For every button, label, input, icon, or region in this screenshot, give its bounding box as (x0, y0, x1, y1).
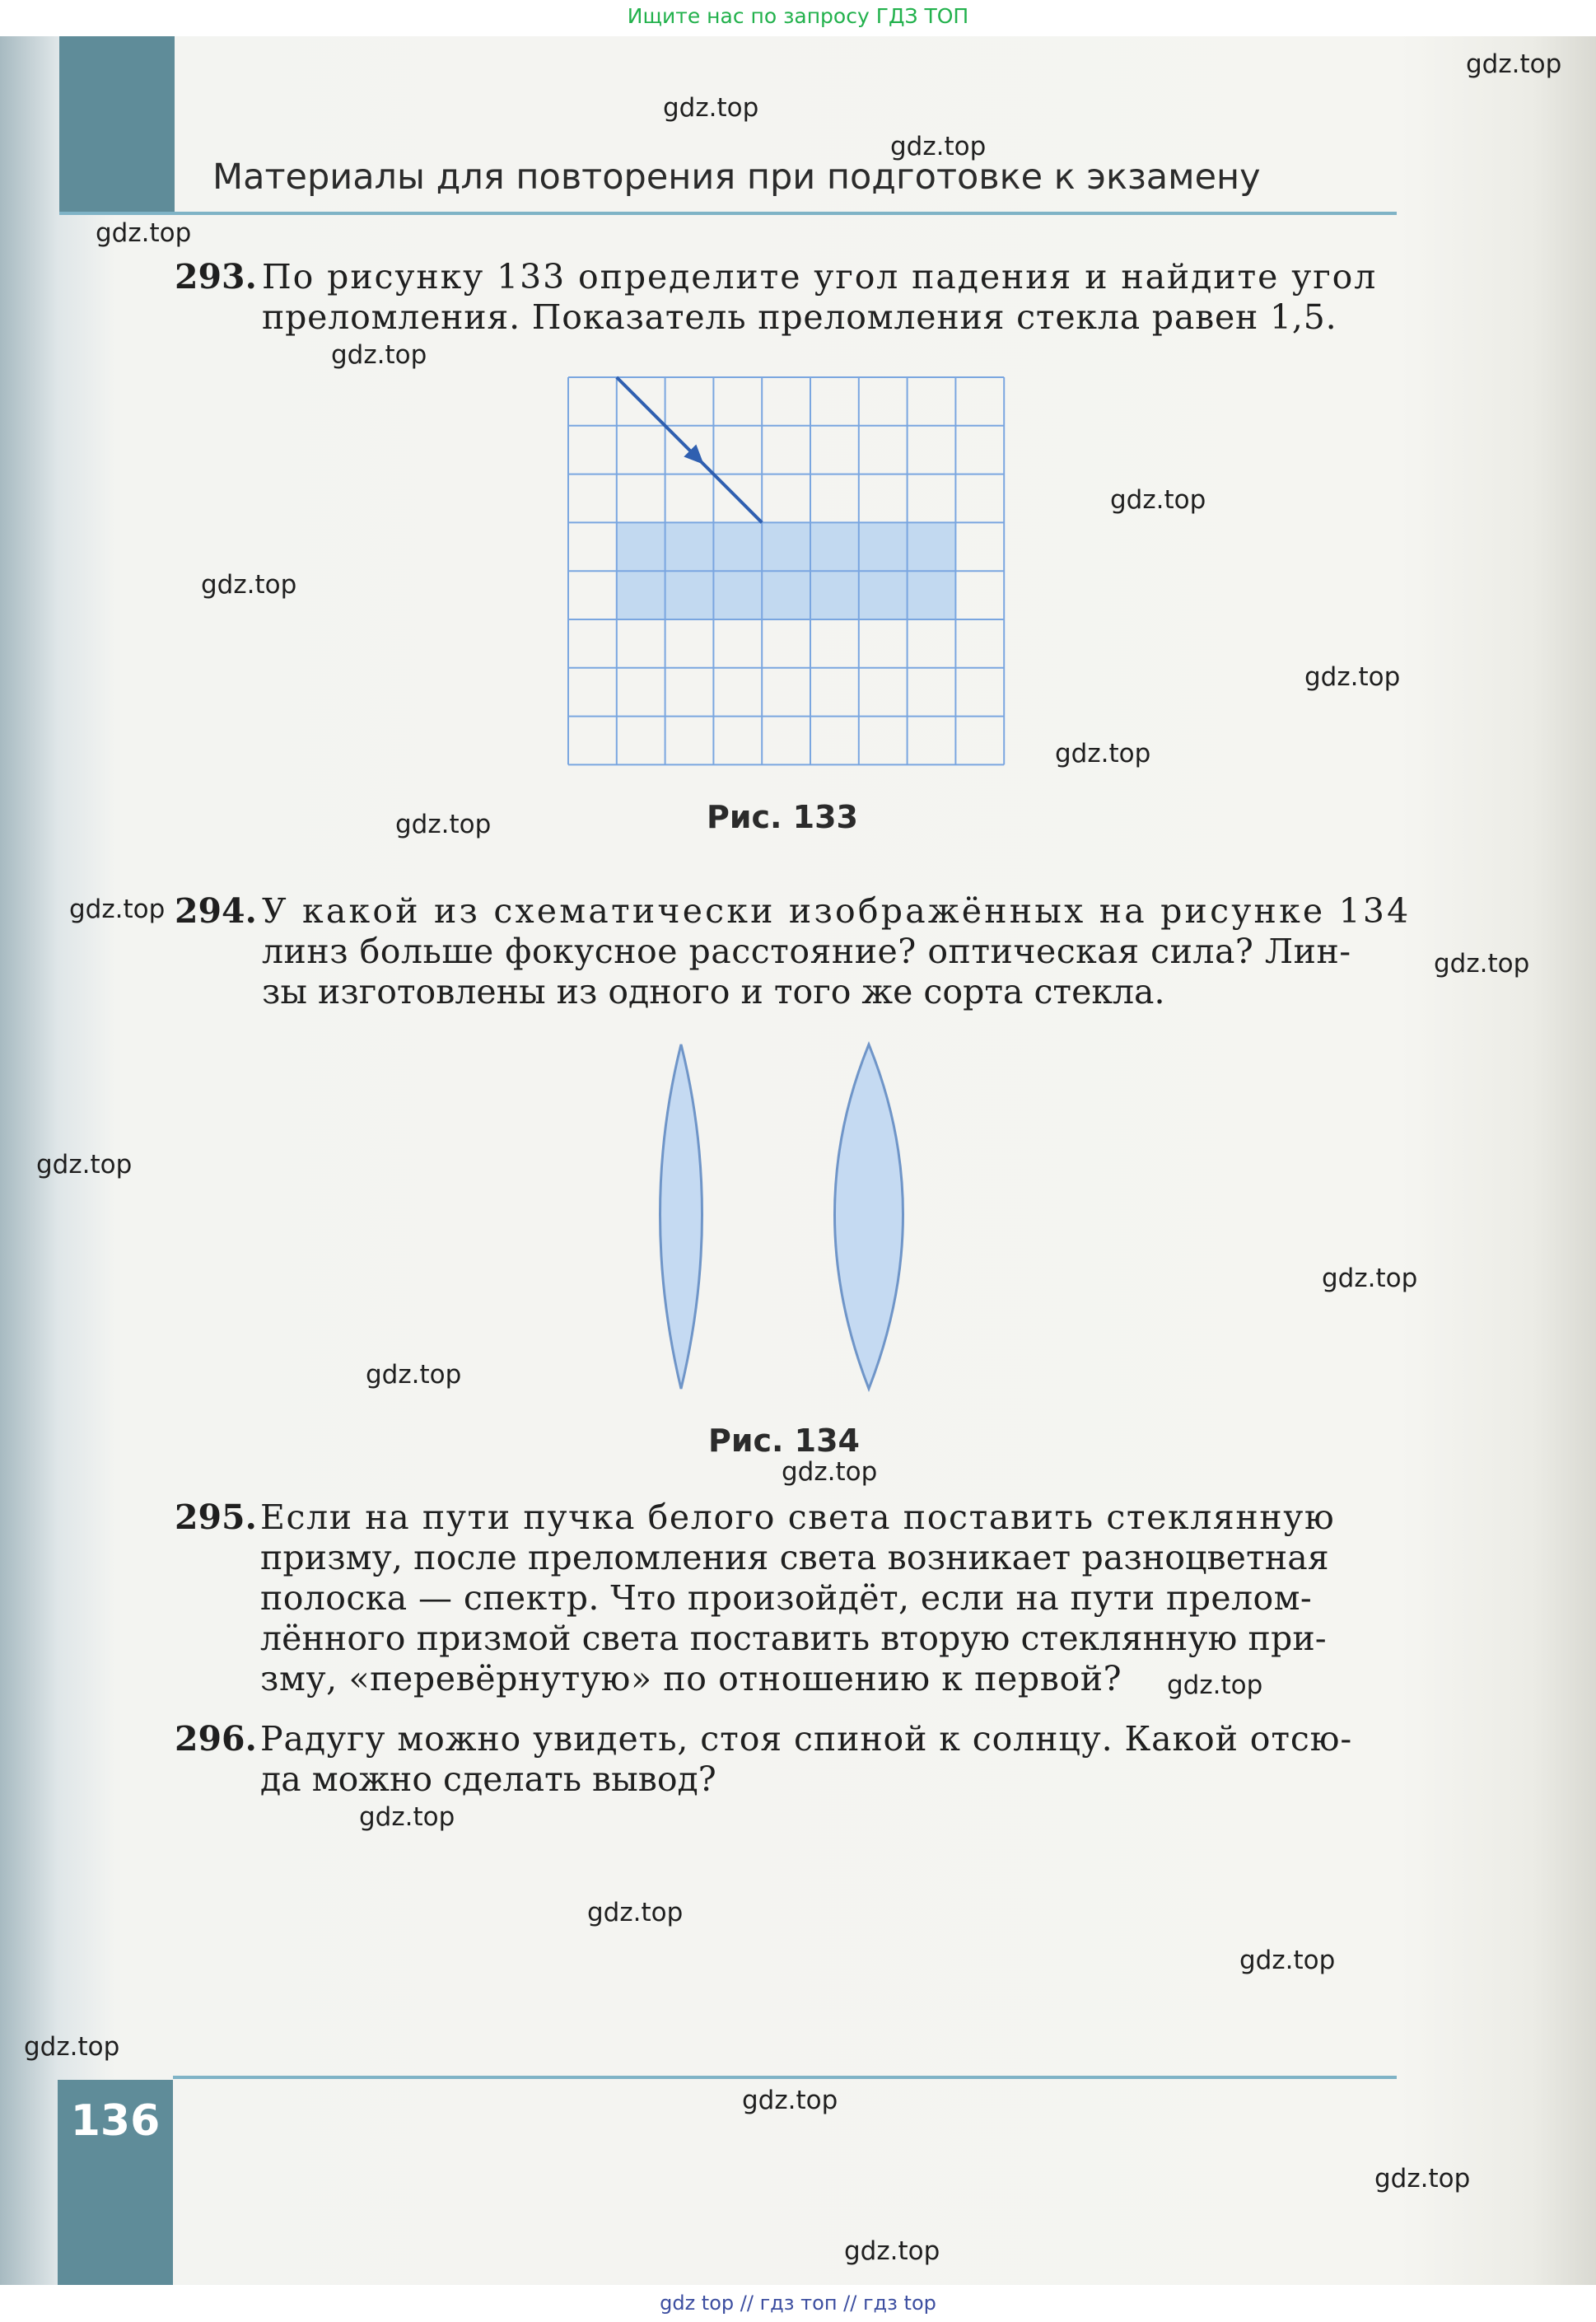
watermark: gdz.top (1434, 949, 1530, 979)
problem-text-line: преломления. Показатель преломления стекла равен 1,5. (262, 297, 1337, 337)
figure-133-caption: Рис. 133 (707, 799, 858, 835)
problem-number: 293. (175, 257, 257, 297)
problem-text-line: призму, после преломления света возникает разноцветная (260, 1538, 1329, 1577)
watermark: gdz.top (395, 810, 492, 839)
watermark: gdz.top (201, 570, 297, 600)
watermark: gdz.top (1110, 485, 1206, 515)
header-divider (59, 212, 1397, 215)
thin-lens (660, 1044, 702, 1389)
thick-lens (835, 1044, 903, 1389)
problem-text-line: полоска — спектр. Что произойдёт, если на пути прелом- (260, 1578, 1313, 1618)
problem-number: 295. (175, 1497, 257, 1537)
problem-text-line: да можно сделать вывод? (260, 1759, 716, 1799)
watermark: gdz.top (1167, 1670, 1263, 1700)
page-header-title: Материалы для повторения при подготовке к экзамену (212, 157, 1261, 198)
watermark: gdz.top (844, 2236, 940, 2266)
watermark: gdz.top (587, 1898, 684, 1927)
watermark: gdz.top (366, 1360, 462, 1390)
watermark: gdz.top (1239, 1946, 1336, 1975)
figure-134 (642, 1040, 922, 1394)
watermark: gdz.top (69, 895, 166, 924)
problem-294 (175, 891, 1412, 1023)
watermark: gdz.top (359, 1802, 455, 1832)
watermark: gdz.top (96, 218, 192, 248)
watermark: gdz.top (36, 1150, 133, 1180)
watermark: gdz.top (1322, 1264, 1418, 1293)
problem-text-line: линз больше фокусное расстояние? оптическая сила? Лин- (262, 932, 1351, 971)
watermark: gdz.top (331, 340, 427, 370)
problem-text-line: зы изготовлены из одного и того же сорта стекла. (262, 972, 1165, 1011)
problem-text-line: Если на пути пучка белого света поставить стеклянную (260, 1497, 1336, 1537)
watermark: gdz.top (1466, 49, 1562, 79)
watermark: gdz.top (1304, 662, 1401, 692)
footer-divider (173, 2076, 1397, 2079)
page-number: 136 (70, 2096, 161, 2146)
problem-text-line: лённого призмой света поставить вторую стеклянную при- (260, 1619, 1327, 1658)
problem-number: 294. (175, 891, 257, 931)
top-banner[interactable]: Ищите нас по запросу ГДЗ ТОП (627, 4, 969, 28)
watermark: gdz.top (24, 2032, 120, 2062)
watermark: gdz.top (1374, 2164, 1471, 2194)
problem-number: 296. (175, 1719, 257, 1759)
watermark: gdz.top (742, 2086, 838, 2115)
incident-ray (617, 377, 762, 522)
problem-text-line: зму, «перевёрнутую» по отношению к первой? (260, 1659, 1122, 1698)
problem-293 (175, 257, 1398, 348)
watermark: gdz.top (782, 1457, 878, 1487)
problem-text-line: По рисунку 133 определите угол падения и найдите угол (262, 257, 1378, 297)
problem-text-line: У какой из схематически изображённых на рисунке 134 (262, 891, 1412, 931)
bottom-banner[interactable]: gdz top // гдз топ // гдз top (660, 2292, 936, 2315)
sidebar-decoration-top (59, 36, 175, 213)
problem-296 (175, 1719, 1398, 1810)
figure-133 (568, 377, 1005, 766)
watermark: gdz.top (890, 132, 987, 161)
watermark: gdz.top (1055, 739, 1151, 769)
figure-134-caption: Рис. 134 (708, 1423, 860, 1459)
problem-text-line: Радугу можно увидеть, стоя спиной к солнцу. Какой отсю- (260, 1719, 1353, 1759)
watermark: gdz.top (663, 93, 759, 123)
